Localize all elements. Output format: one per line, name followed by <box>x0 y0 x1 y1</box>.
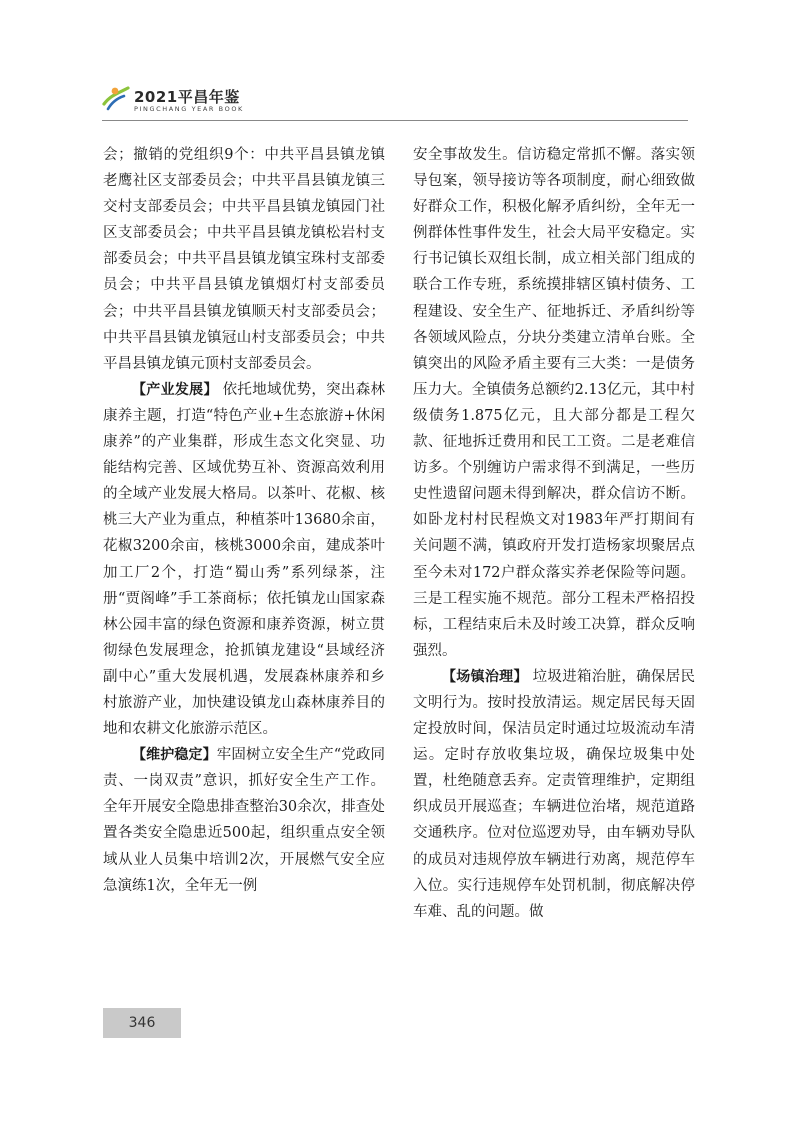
paragraph <box>413 142 695 664</box>
yearbook-subtitle: PINGCHANG YEAR BOOK <box>134 105 244 113</box>
paragraph <box>103 142 385 377</box>
paragraph-industry <box>103 377 385 742</box>
header-rule <box>102 120 688 121</box>
paragraph-text: 会；撤销的党组织9个：中共平昌县镇龙镇老鹰社区支部委员会；中共平昌县镇龙镇三交村支部委员会；中共平昌县镇龙镇园门社区支部委员会；中共平昌县镇龙镇松岩村支部委员会；中共平昌县镇龙镇宝珠村支部委员会；中共平昌县镇龙镇烟灯村支部委员会；中共平昌县镇龙镇顺天村支部委员会；中共平昌县镇龙镇冠山村支部委员会；中共平昌县镇龙镇元顶村支部委员会。 <box>103 147 385 372</box>
section-tag: 【产业发展】 <box>132 381 218 398</box>
paragraph-town-governance <box>413 664 695 925</box>
paragraph-text: 安全事故发生。信访稳定常抓不懈。落实领导包案，领导接访等各项制度，耐心细致做好群众工作，积极化解矛盾纠纷，全年无一例群体性事件发生，社会大局平安稳定。实行书记镇长双组长制，成立相关部门组成的联合工作专班，系统摸排辖区镇村债务、工程建设、安全生产、征地拆迁、矛盾纠纷等各领域风险点，分块分类建立清单台账。全镇突出的风险矛盾主要有三大类：一是债务压力大。全镇债务总额约2.13亿元，其中村级债务1.875亿元，且大部分都是工程欠款、征地拆迁费用和民工工资。二是老难信访多。个别缠访户需求得不到满足，一些历史性遗留问题未得到解决，群众信访不断。如卧龙村村民程焕文对1983年严打期间有关问题不满，镇政府开发打造杨家坝聚居点至今未对172户群众落实养老保险等问题。三是工程实施不规范。部分工程未严格招投标，工程结束后未及时竣工决算，群众反响强烈。 <box>413 147 695 659</box>
right-column <box>413 142 695 925</box>
section-tag: 【场镇治理】 <box>442 668 528 685</box>
left-column <box>103 142 385 899</box>
paragraph-stability <box>103 742 385 899</box>
section-tag: 【维护稳定】 <box>132 747 217 764</box>
yearbook-title: 2021平昌年鉴 <box>134 88 240 106</box>
paragraph-text: 依托地域优势，突出森林康养主题，打造“特色产业+生态旅游+休闲康养”的产业集群，形成生态文化突显、功能结构完善、区域优势互补、资源高效利用的全域产业发展大格局。以茶叶、花椒、核桃三大产业为重点，种植茶叶13680余亩，花椒3200余亩，核桃3000余亩，建成茶叶加工厂2个，打造“蜀山秀”系列绿茶，注册“贾阁峰”手工茶商标；依托镇龙山国家森林公园丰富的绿色资源和康养资源，树立贯彻绿色发展理念，抢抓镇龙建设“县域经济副中心”重大发展机遇，发展森林康养和乡村旅游产业，加快建设镇龙山森林康养目的地和农耕文化旅游示范区。 <box>103 381 386 738</box>
page-header <box>102 82 402 122</box>
paragraph-text: 垃圾进箱治脏，确保居民文明行为。按时投放清运。规定居民每天固定投放时间，保洁员定时通过垃圾流动车清运。定时存放收集垃圾，确保垃圾集中处置，杜绝随意丢弃。定责管理维护，定期组织成员开展巡查；车辆进位治堵，规范道路交通秩序。位对位巡逻劝导，由车辆劝导队的成员对违规停放车辆进行劝离，规范停车入位。实行违规停车处罚机制，彻底解决停车难、乱的问题。做 <box>413 668 696 920</box>
paragraph-text: 牢固树立安全生产“党政同责、一岗双责”意识，抓好安全生产工作。全年开展安全隐患排查整治30余次，排查处置各类安全隐患近500起，组织重点安全领域从业人员集中培训2次，开展燃气安全应急演练1次，全年无一例 <box>103 747 385 894</box>
page-number: 346 <box>103 1008 181 1038</box>
yearbook-logo-icon <box>102 82 132 112</box>
